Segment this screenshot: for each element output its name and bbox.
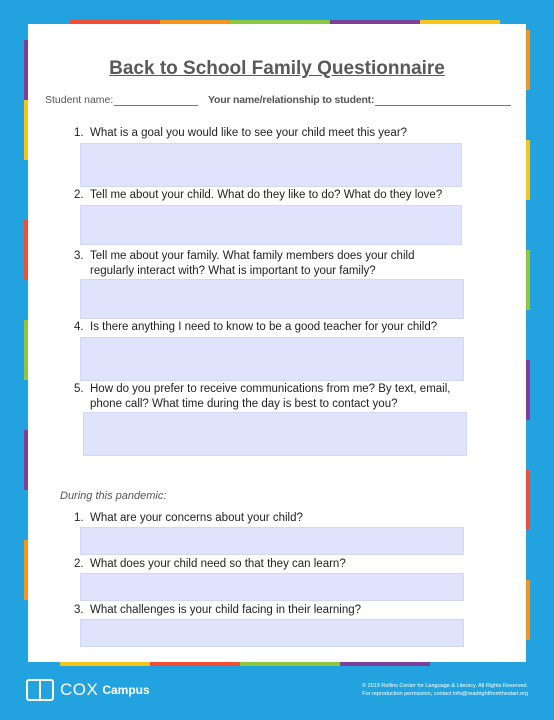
- pandemic-answer-box-2[interactable]: [80, 573, 464, 601]
- copyright-line-2: For reproduction permission, contact info@readrightfromthestart.org: [362, 691, 528, 697]
- student-name-line[interactable]: [114, 94, 198, 106]
- question-number: 1.: [74, 127, 84, 139]
- brand-campus: Campus: [102, 683, 150, 697]
- footer: [0, 670, 554, 714]
- parent-name-line[interactable]: [375, 94, 511, 106]
- border-accent: [240, 662, 340, 666]
- pandemic-question-1: [74, 511, 474, 526]
- question-number: 2.: [74, 558, 84, 570]
- cox-campus-logo: [26, 679, 150, 701]
- pandemic-answer-box-1[interactable]: [80, 527, 464, 555]
- border-accent: [526, 30, 530, 90]
- answer-box-1[interactable]: [80, 143, 462, 187]
- question-number: 3.: [74, 250, 84, 262]
- student-name-field: [45, 94, 198, 106]
- pandemic-question-3: [74, 603, 474, 618]
- question-number: 3.: [74, 604, 84, 616]
- parent-name-field: [208, 94, 511, 106]
- pandemic-answer-box-3[interactable]: [80, 619, 464, 647]
- page-title: Back to School Family Questionnaire: [109, 58, 445, 79]
- border-accent: [526, 360, 530, 420]
- parent-name-label: Your name/relationship to student:: [208, 94, 375, 106]
- question-text: Tell me about your family. What family members does your child regularly interact with? What is important to your family?: [90, 250, 415, 277]
- copyright-notice: [362, 682, 528, 698]
- border-accent: [526, 470, 530, 530]
- border-accent: [526, 580, 530, 640]
- answer-box-4[interactable]: [80, 337, 464, 381]
- border-accent: [60, 662, 150, 666]
- questionnaire-sheet: [28, 24, 526, 662]
- question-2: [74, 188, 474, 203]
- open-book-icon: [26, 679, 54, 701]
- question-1: [74, 126, 474, 141]
- border-accent: [526, 140, 530, 200]
- question-3: [74, 249, 454, 279]
- answer-box-5[interactable]: [83, 412, 467, 456]
- border-accent: [340, 662, 430, 666]
- question-text: Is there anything I need to know to be a good teacher for your child?: [90, 321, 438, 333]
- brand-cox: COX: [60, 680, 99, 699]
- question-4: [74, 320, 474, 335]
- border-accent: [526, 250, 530, 310]
- question-number: 5.: [74, 383, 84, 395]
- question-text: What challenges is your child facing in their learning?: [90, 604, 362, 616]
- question-text: Tell me about your child. What do they like to do? What do they love?: [90, 189, 443, 201]
- question-number: 1.: [74, 512, 84, 524]
- answer-box-3[interactable]: [80, 279, 464, 319]
- student-name-label: Student name:: [45, 94, 114, 106]
- question-text: How do you prefer to receive communications from me? By text, email, phone call? What time during the day is best to contact you?: [90, 383, 451, 410]
- question-text: What does your child need so that they can learn?: [90, 558, 346, 570]
- question-text: What is a goal you would like to see your child meet this year?: [90, 127, 408, 139]
- border-accent: [150, 662, 240, 666]
- question-text: What are your concerns about your child?: [90, 512, 303, 524]
- question-number: 4.: [74, 321, 84, 333]
- copyright-line-1: © 2019 Rollins Center for Language & Literacy. All Rights Reserved.: [362, 683, 528, 689]
- question-5: [74, 382, 464, 412]
- pandemic-question-2: [74, 557, 474, 572]
- answer-box-2[interactable]: [80, 205, 462, 245]
- question-number: 2.: [74, 189, 84, 201]
- pandemic-heading: During this pandemic:: [60, 490, 167, 502]
